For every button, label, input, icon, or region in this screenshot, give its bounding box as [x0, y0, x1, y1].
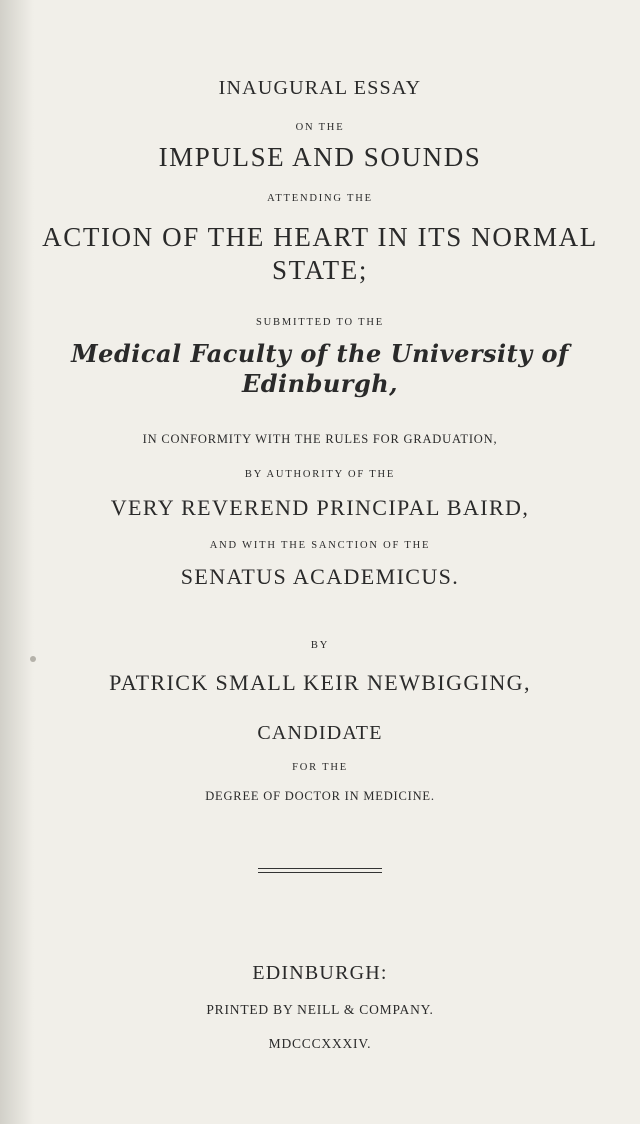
university-city: Edinburgh,: [241, 369, 399, 398]
senatus-line: SENATUS ACADEMICUS.: [180, 564, 460, 589]
essay-subtitle-continued: STATE;: [272, 255, 368, 285]
submitted-to-line: SUBMITTED TO THE: [256, 317, 384, 328]
principal-name: VERY REVEREND PRINCIPAL BAIRD,: [110, 495, 530, 520]
divider-rule-bottom: [258, 872, 382, 873]
essay-subtitle: ACTION OF THE HEART IN ITS NORMAL: [42, 222, 598, 252]
author-name: PATRICK SMALL KEIR NEWBIGGING,: [109, 670, 531, 695]
connector-for-the: FOR THE: [292, 762, 348, 773]
connector-on-the: ON THE: [295, 122, 345, 133]
faculty-name: Medical Faculty of the University of: [71, 339, 569, 368]
imprint-year: MDCCCXXXIV.: [268, 1036, 372, 1051]
connector-by: BY: [310, 640, 330, 651]
essay-title: IMPULSE AND SOUNDS: [158, 142, 482, 172]
connector-attending-the: ATTENDING THE: [267, 193, 373, 204]
conformity-line: IN CONFORMITY WITH THE RULES FOR GRADUATION,: [142, 432, 498, 446]
imprint-printer: PRINTED BY NEILL & COMPANY.: [206, 1002, 434, 1017]
divider-rule-top: [258, 868, 382, 869]
essay-heading: INAUGURAL ESSAY: [218, 77, 422, 99]
degree-line: DEGREE OF DOCTOR IN MEDICINE.: [205, 789, 435, 803]
page-spot: [30, 656, 36, 662]
authority-line: BY AUTHORITY OF THE: [244, 469, 396, 480]
candidate-line: CANDIDATE: [257, 722, 383, 744]
imprint-place: EDINBURGH:: [252, 962, 388, 984]
sanction-line: AND WITH THE SANCTION OF THE: [209, 540, 431, 551]
